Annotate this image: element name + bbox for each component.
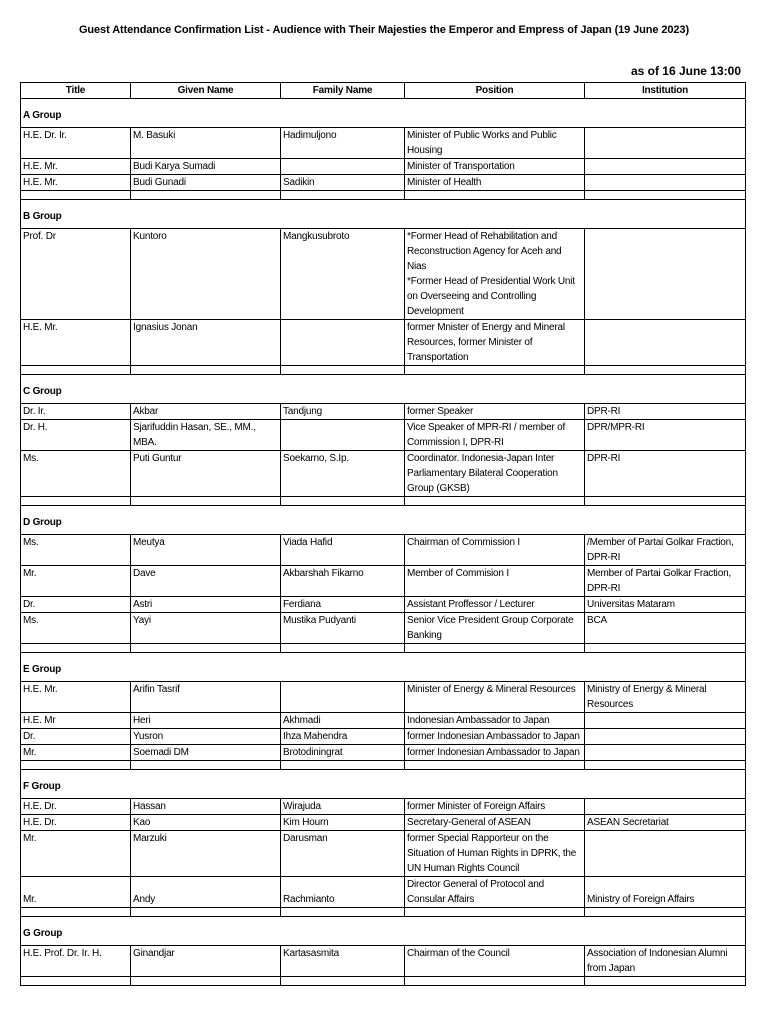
position-cell: former Indonesian Ambassador to Japan (405, 729, 585, 745)
given-name-cell: Arifin Tasrif (131, 682, 281, 713)
spacer-cell (585, 366, 746, 375)
title-cell: Ms. (21, 451, 131, 497)
title-cell: Dr. H. (21, 420, 131, 451)
position-cell: Assistant Proffessor / Lecturer (405, 597, 585, 613)
group-label: G Group (21, 917, 746, 946)
given-name-cell: Soemadi DM (131, 745, 281, 761)
spacer-cell (405, 761, 585, 770)
spacer-cell (131, 191, 281, 200)
spacer-cell (405, 497, 585, 506)
group-header-row (21, 375, 746, 404)
spacer-cell (131, 908, 281, 917)
given-name-cell: Meutya (131, 535, 281, 566)
family-name-cell: Kartasasmita (281, 946, 405, 977)
family-name-cell: Rachmianto (281, 877, 405, 908)
column-header-institution: Institution (585, 83, 746, 99)
spacer-cell (585, 977, 746, 986)
family-name-cell: Akbarshah Fikarno (281, 566, 405, 597)
given-name-cell: Sjarifuddin Hasan, SE., MM., MBA. (131, 420, 281, 451)
family-name-cell: Kim Hourn (281, 815, 405, 831)
column-header-given-name: Given Name (131, 83, 281, 99)
title-cell: Dr. Ir. (21, 404, 131, 420)
given-name-cell: Puti Guntur (131, 451, 281, 497)
spacer-cell (405, 644, 585, 653)
spacer-cell (585, 908, 746, 917)
table-row (21, 566, 746, 597)
position-cell: Director General of Protocol and Consular Affairs (405, 877, 585, 908)
institution-cell (585, 320, 746, 366)
position-cell: Minister of Health (405, 175, 585, 191)
spacer-cell (585, 761, 746, 770)
spacer-cell (405, 191, 585, 200)
institution-cell (585, 799, 746, 815)
position-cell: Chairman of Commission I (405, 535, 585, 566)
family-name-cell (281, 420, 405, 451)
spacer-cell (281, 366, 405, 375)
position-cell: former Special Rapporteur on the Situation of Human Rights in DPRK, the UN Human Rights Council (405, 831, 585, 877)
table-row (21, 613, 746, 644)
institution-cell: ASEAN Secretariat (585, 815, 746, 831)
institution-cell (585, 229, 746, 320)
institution-cell (585, 831, 746, 877)
spacer-cell (21, 761, 131, 770)
table-row (21, 320, 746, 366)
table-row (21, 745, 746, 761)
title-cell: H.E. Mr. (21, 682, 131, 713)
group-spacer-row (21, 191, 746, 200)
group-label: F Group (21, 770, 746, 799)
given-name-cell: Budi Gunadi (131, 175, 281, 191)
position-cell: former Mnister of Energy and Mineral Resources, former Minister of Transportation (405, 320, 585, 366)
group-header-row (21, 770, 746, 799)
family-name-cell: Tandjung (281, 404, 405, 420)
table-row (21, 451, 746, 497)
guest-table (20, 82, 746, 986)
given-name-cell: Ginandjar (131, 946, 281, 977)
group-header-row (21, 506, 746, 535)
spacer-cell (281, 761, 405, 770)
given-name-cell: Andy (131, 877, 281, 908)
given-name-cell: Marzuki (131, 831, 281, 877)
family-name-cell: Darusman (281, 831, 405, 877)
institution-cell (585, 713, 746, 729)
given-name-cell: Budi Karya Sumadi (131, 159, 281, 175)
title-cell: Prof. Dr (21, 229, 131, 320)
group-spacer-row (21, 644, 746, 653)
spacer-cell (585, 644, 746, 653)
table-row (21, 713, 746, 729)
group-header-row (21, 917, 746, 946)
table-row (21, 877, 746, 908)
family-name-cell: Ferdiana (281, 597, 405, 613)
spacer-cell (281, 908, 405, 917)
given-name-cell: Ignasius Jonan (131, 320, 281, 366)
family-name-cell: Akhmadi (281, 713, 405, 729)
position-cell: former Indonesian Ambassador to Japan (405, 745, 585, 761)
title-cell: H.E. Prof. Dr. Ir. H. (21, 946, 131, 977)
family-name-cell: Soekarno, S.Ip. (281, 451, 405, 497)
table-row (21, 128, 746, 159)
title-cell: Mr. (21, 745, 131, 761)
position-cell: Senior Vice President Group Corporate Banking (405, 613, 585, 644)
column-header-position: Position (405, 83, 585, 99)
given-name-cell: M. Basuki (131, 128, 281, 159)
group-header-row (21, 99, 746, 128)
given-name-cell: Heri (131, 713, 281, 729)
group-spacer-row (21, 908, 746, 917)
title-cell: Dr. (21, 597, 131, 613)
spacer-cell (281, 644, 405, 653)
header-row (21, 83, 746, 99)
table-row (21, 420, 746, 451)
spacer-cell (131, 977, 281, 986)
group-header-row (21, 653, 746, 682)
institution-cell: Ministry of Foreign Affairs (585, 877, 746, 908)
institution-cell: /Member of Partai Golkar Fraction, DPR-RI (585, 535, 746, 566)
table-row (21, 404, 746, 420)
group-label: D Group (21, 506, 746, 535)
table-row (21, 597, 746, 613)
family-name-cell (281, 320, 405, 366)
institution-cell: Universitas Mataram (585, 597, 746, 613)
position-cell: Minister of Transportation (405, 159, 585, 175)
position-cell: Chairman of the Council (405, 946, 585, 977)
position-cell: Minister of Energy & Mineral Resources (405, 682, 585, 713)
family-name-cell: Viada Hafid (281, 535, 405, 566)
family-name-cell: Wirajuda (281, 799, 405, 815)
family-name-cell: Ihza Mahendra (281, 729, 405, 745)
column-header-title: Title (21, 83, 131, 99)
title-cell: H.E. Dr. (21, 815, 131, 831)
title-cell: H.E. Mr (21, 713, 131, 729)
institution-cell: Association of Indonesian Alumni from Japan (585, 946, 746, 977)
table-body (21, 99, 746, 986)
table-row (21, 729, 746, 745)
spacer-cell (281, 497, 405, 506)
group-spacer-row (21, 977, 746, 986)
spacer-cell (21, 977, 131, 986)
family-name-cell: Mangkusubroto (281, 229, 405, 320)
spacer-cell (281, 191, 405, 200)
title-cell: H.E. Dr. (21, 799, 131, 815)
spacer-cell (405, 977, 585, 986)
spacer-cell (585, 497, 746, 506)
given-name-cell: Akbar (131, 404, 281, 420)
position-cell: former Minister of Foreign Affairs (405, 799, 585, 815)
spacer-cell (21, 908, 131, 917)
spacer-cell (281, 977, 405, 986)
family-name-cell: Sadikin (281, 175, 405, 191)
given-name-cell: Kao (131, 815, 281, 831)
position-cell: Member of Commision I (405, 566, 585, 597)
spacer-cell (21, 644, 131, 653)
spacer-cell (131, 497, 281, 506)
institution-cell (585, 729, 746, 745)
family-name-cell (281, 682, 405, 713)
spacer-cell (131, 644, 281, 653)
title-cell: Mr. (21, 831, 131, 877)
title-cell: Mr. (21, 877, 131, 908)
title-cell: Ms. (21, 535, 131, 566)
spacer-cell (131, 761, 281, 770)
table-row (21, 682, 746, 713)
given-name-cell: Yayi (131, 613, 281, 644)
group-label: E Group (21, 653, 746, 682)
table-row (21, 815, 746, 831)
title-cell: H.E. Mr. (21, 320, 131, 366)
position-cell: Secretary-General of ASEAN (405, 815, 585, 831)
position-cell: Coordinator. Indonesia-Japan Inter Parliamentary Bilateral Cooperation Group (GKSB) (405, 451, 585, 497)
family-name-cell: Brotodiningrat (281, 745, 405, 761)
institution-cell (585, 128, 746, 159)
title-cell: Mr. (21, 566, 131, 597)
institution-cell: DPR-RI (585, 451, 746, 497)
spacer-cell (21, 497, 131, 506)
table-row (21, 831, 746, 877)
institution-cell: DPR-RI (585, 404, 746, 420)
institution-cell: DPR/MPR-RI (585, 420, 746, 451)
table-row (21, 799, 746, 815)
group-header-row (21, 200, 746, 229)
given-name-cell: Kuntoro (131, 229, 281, 320)
group-spacer-row (21, 366, 746, 375)
column-header-family-name: Family Name (281, 83, 405, 99)
title-cell: H.E. Mr. (21, 175, 131, 191)
spacer-cell (131, 366, 281, 375)
table-header (21, 83, 746, 99)
position-cell: *Former Head of Rehabilitation and Reconstruction Agency for Aceh and Nias *Former Head of Presidential Work Unit on Overseeing and Controlling Development (405, 229, 585, 320)
position-cell: Minister of Public Works and Public Housing (405, 128, 585, 159)
document-title: Guest Attendance Confirmation List - Audience with Their Majesties the Emperor and Empress of Japan (19 June 2023) (78, 24, 690, 36)
position-cell: former Speaker (405, 404, 585, 420)
institution-cell: BCA (585, 613, 746, 644)
position-cell: Indonesian Ambassador to Japan (405, 713, 585, 729)
institution-cell (585, 159, 746, 175)
table-row (21, 175, 746, 191)
spacer-cell (21, 366, 131, 375)
spacer-cell (21, 191, 131, 200)
spacer-cell (405, 908, 585, 917)
group-label: B Group (21, 200, 746, 229)
title-cell: H.E. Mr. (21, 159, 131, 175)
position-cell: Vice Speaker of MPR-RI / member of Commission I, DPR-RI (405, 420, 585, 451)
group-label: A Group (21, 99, 746, 128)
table-row (21, 535, 746, 566)
given-name-cell: Hassan (131, 799, 281, 815)
given-name-cell: Astri (131, 597, 281, 613)
group-spacer-row (21, 497, 746, 506)
institution-cell: Member of Partai Golkar Fraction, DPR-RI (585, 566, 746, 597)
group-spacer-row (21, 761, 746, 770)
given-name-cell: Yusron (131, 729, 281, 745)
title-cell: H.E. Dr. Ir. (21, 128, 131, 159)
institution-cell (585, 745, 746, 761)
table-row (21, 229, 746, 320)
institution-cell: Ministry of Energy & Mineral Resources (585, 682, 746, 713)
family-name-cell: Hadimuljono (281, 128, 405, 159)
family-name-cell: Mustika Pudyanti (281, 613, 405, 644)
spacer-cell (405, 366, 585, 375)
spacer-cell (585, 191, 746, 200)
table-row (21, 946, 746, 977)
as-of-timestamp: as of 16 June 13:00 (630, 64, 741, 78)
title-cell: Dr. (21, 729, 131, 745)
institution-cell (585, 175, 746, 191)
given-name-cell: Dave (131, 566, 281, 597)
title-cell: Ms. (21, 613, 131, 644)
table-row (21, 159, 746, 175)
group-label: C Group (21, 375, 746, 404)
family-name-cell (281, 159, 405, 175)
